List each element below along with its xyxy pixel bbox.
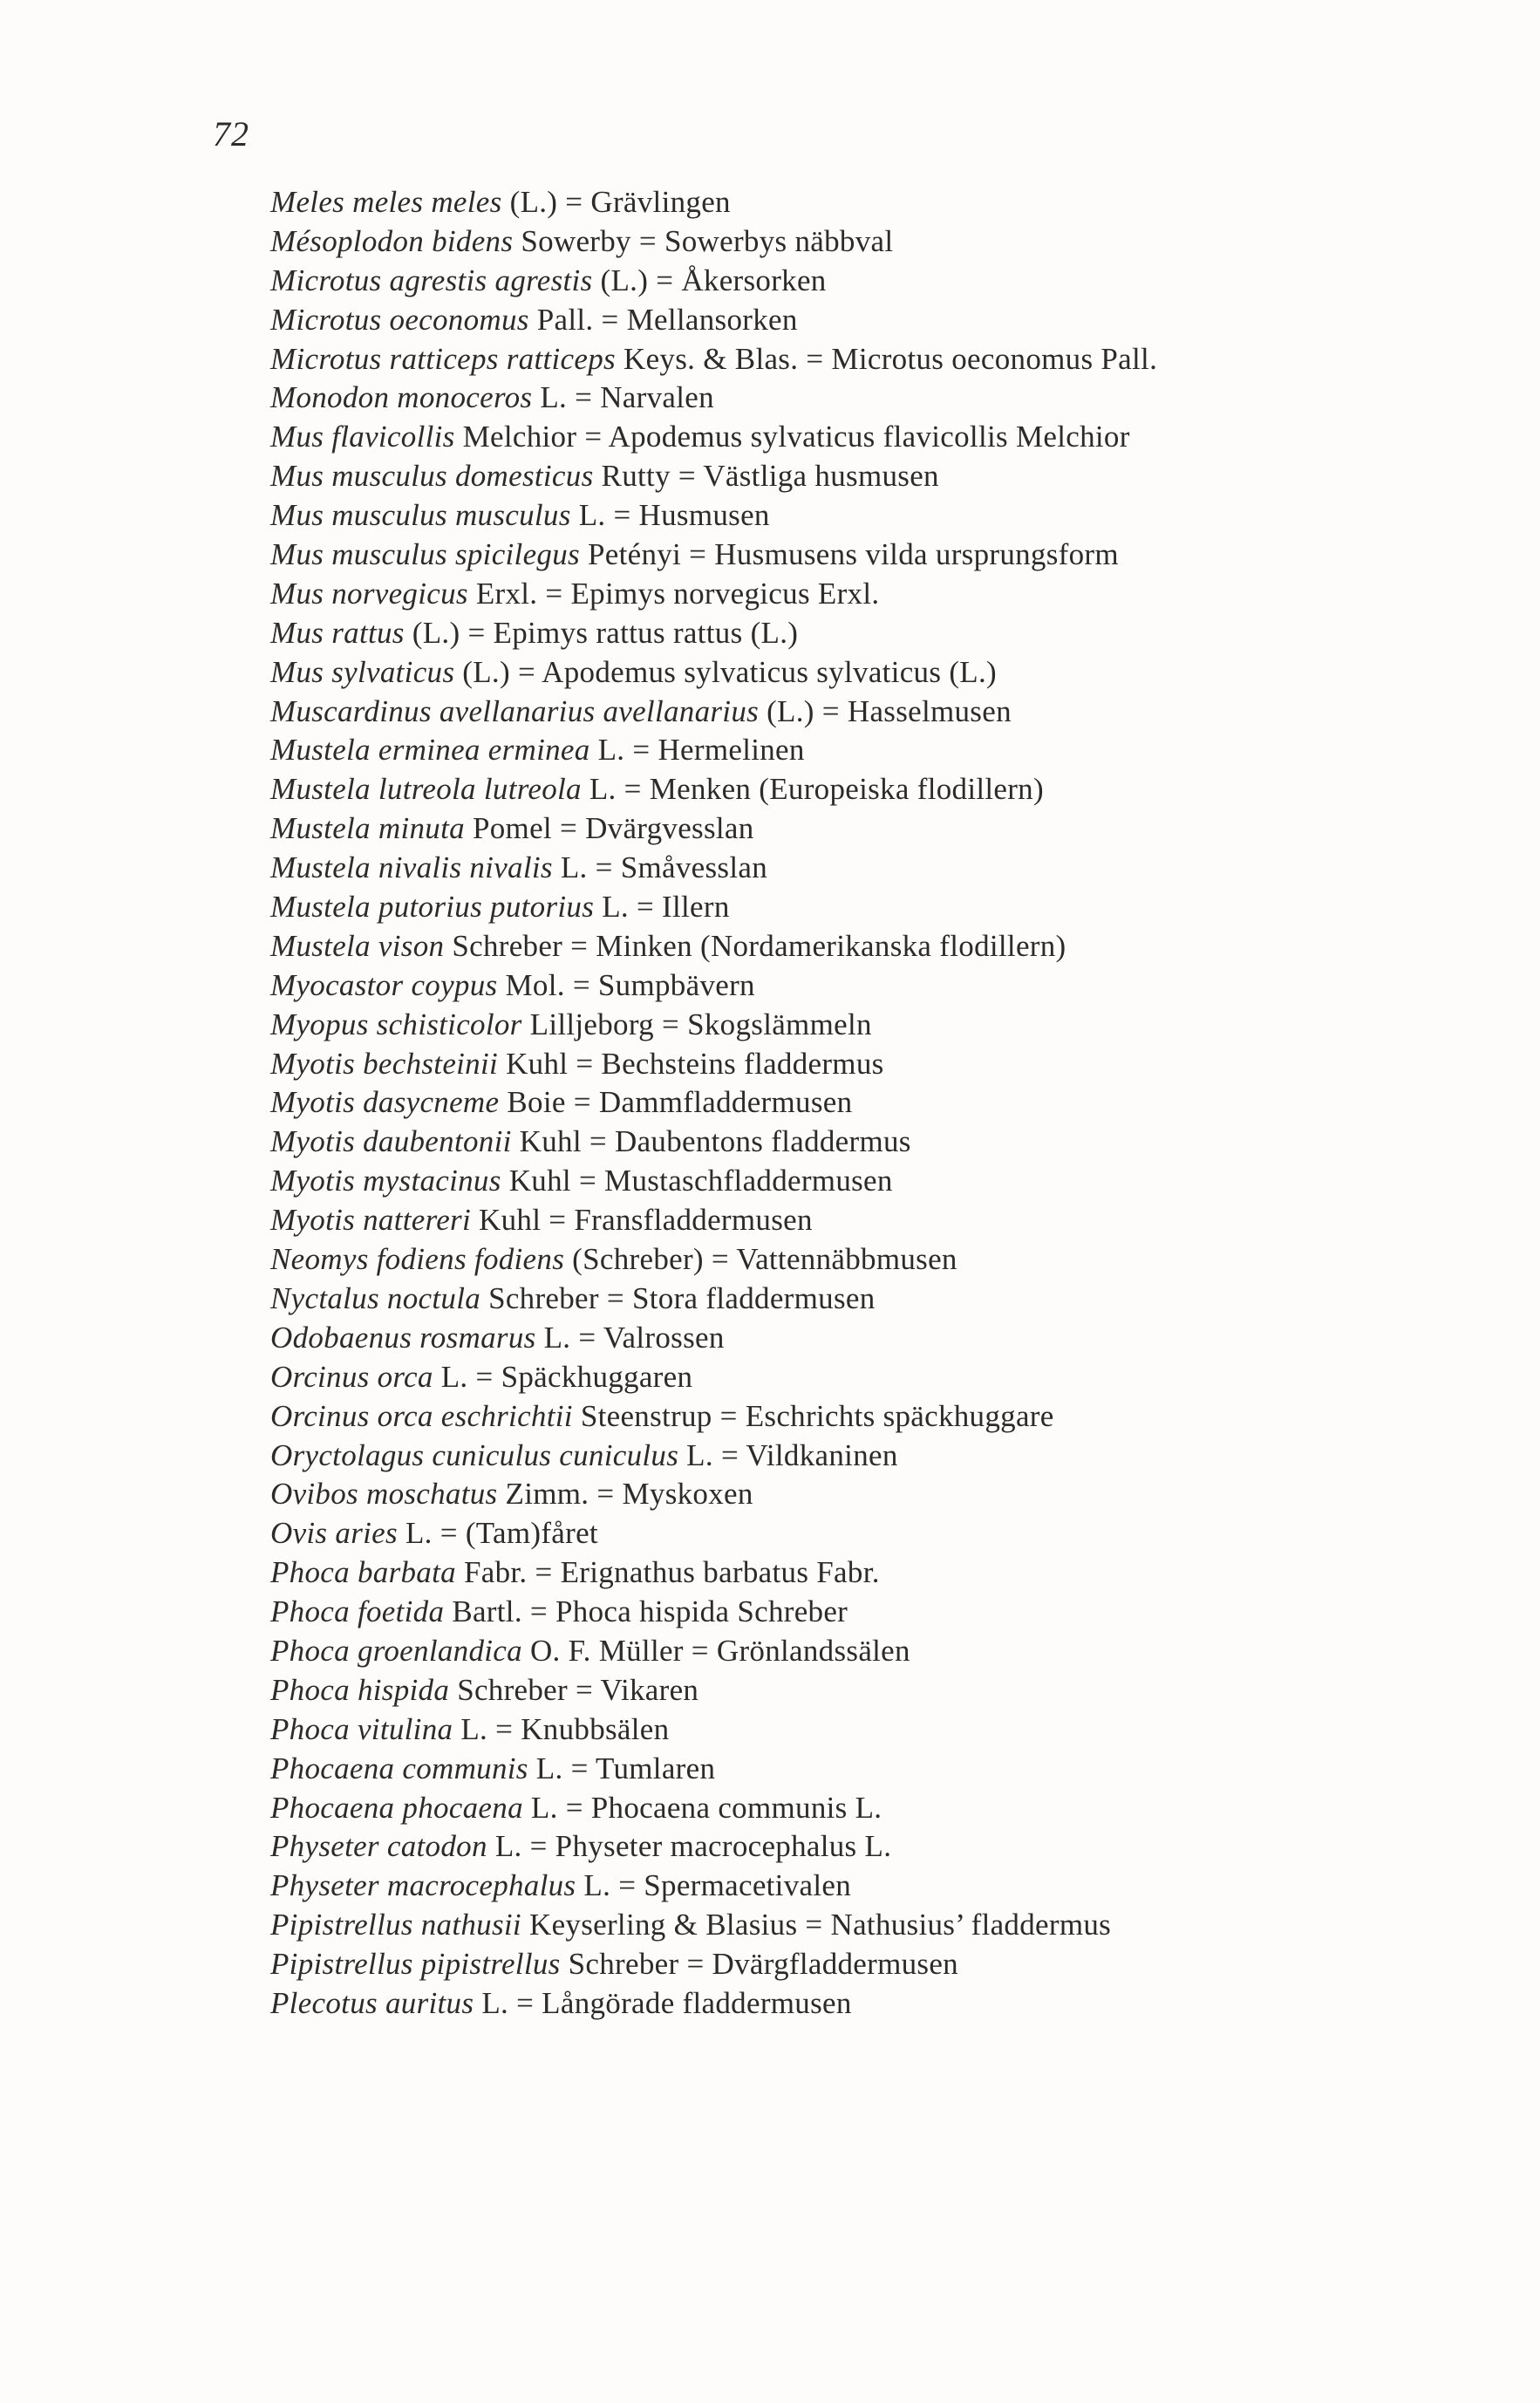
- entry-description: L. = Illern: [594, 890, 730, 925]
- list-item: [270, 1514, 1404, 1553]
- entry-description: Sowerby = Sowerbys näbbval: [513, 223, 894, 258]
- entry-description: L. = Långörade fladdermusen: [474, 1985, 852, 2020]
- list-item: [270, 536, 1404, 575]
- scientific-name: Mus musculus domesticus: [270, 459, 594, 494]
- entry-description: L. = Småvesslan: [552, 850, 768, 885]
- entry-description: L. = Phocaena communis L.: [522, 1790, 882, 1825]
- scientific-name: Microtus agrestis agrestis: [270, 263, 593, 297]
- entry-description: Bartl. = Phoca hispida Schreber: [444, 1594, 848, 1629]
- list-item: [270, 1984, 1404, 2024]
- scientific-name: Nyctalus noctula: [270, 1280, 481, 1315]
- scientific-name: Myopus schisticolor: [270, 1007, 522, 1041]
- scientific-name: Plecotus auritus: [270, 1985, 474, 2020]
- entry-description: Schreber = Stora fladdermusen: [480, 1280, 876, 1315]
- scientific-name: Mustela vison: [270, 928, 445, 963]
- entry-description: Kuhl = Fransfladdermusen: [471, 1203, 813, 1238]
- scientific-name: Phoca barbata: [270, 1555, 456, 1590]
- list-item: [270, 301, 1404, 340]
- entry-description: Kuhl = Bechsteins fladdermus: [498, 1046, 884, 1081]
- scientific-name: Mus musculus musculus: [270, 498, 571, 533]
- list-item: [270, 966, 1404, 1006]
- list-item: [270, 927, 1404, 966]
- entry-description: Mol. = Sumpbävern: [497, 967, 755, 1002]
- scientific-name: Mustela minuta: [270, 811, 465, 846]
- scientific-name: Pipistrellus nathusii: [270, 1908, 521, 1942]
- list-item: [270, 418, 1404, 457]
- list-item: [270, 1553, 1404, 1593]
- scientific-name: Monodon monoceros: [270, 380, 533, 415]
- scientific-name: Myotis bechsteinii: [270, 1046, 499, 1081]
- entry-description: Lilljeborg = Skogslämmeln: [521, 1007, 872, 1041]
- entry-description: Rutty = Västliga husmusen: [593, 459, 939, 494]
- entry-description: L. = Knubbsälen: [453, 1711, 670, 1746]
- list-item: [270, 1319, 1404, 1358]
- list-item: [270, 1827, 1404, 1867]
- scientific-name: Ovis aries: [270, 1516, 398, 1551]
- scientific-name: Microtus ratticeps ratticeps: [270, 341, 616, 376]
- scientific-name: Myotis nattereri: [270, 1203, 471, 1238]
- scientific-name: Mus rattus: [270, 615, 405, 650]
- entry-description: (L.) = Epimys rattus rattus (L.): [404, 615, 799, 650]
- list-item: [270, 693, 1404, 732]
- entry-description: Kuhl = Mustaschfladdermusen: [501, 1164, 893, 1198]
- entry-description: L. = Menken (Europeiska flodillern): [581, 772, 1044, 807]
- species-list: [270, 183, 1404, 2024]
- scientific-name: Phoca groenlandica: [270, 1633, 522, 1668]
- scientific-name: Neomys fodiens fodiens: [270, 1242, 565, 1277]
- scientific-name: Mustela nivalis nivalis: [270, 850, 553, 885]
- list-item: [270, 262, 1404, 301]
- scientific-name: Phoca vitulina: [270, 1711, 453, 1746]
- scientific-name: Mustela erminea erminea: [270, 733, 590, 768]
- entry-description: Steenstrup = Eschrichts späckhuggare: [572, 1398, 1054, 1433]
- list-item: [270, 1671, 1404, 1710]
- entry-description: L. = Husmusen: [570, 498, 770, 533]
- list-item: [270, 1906, 1404, 1945]
- list-item: [270, 183, 1404, 222]
- list-item: [270, 340, 1404, 379]
- scientific-name: Physeter macrocephalus: [270, 1868, 576, 1903]
- list-item: [270, 222, 1404, 262]
- scientific-name: Orcinus orca: [270, 1359, 433, 1394]
- list-item: [270, 770, 1404, 809]
- entry-description: Pomel = Dvärgvesslan: [464, 811, 754, 846]
- scientific-name: Mus musculus spicilegus: [270, 537, 580, 572]
- scientific-name: Oryctolagus cuniculus cuniculus: [270, 1437, 679, 1472]
- scientific-name: Mustela lutreola lutreola: [270, 772, 582, 807]
- entry-description: L. = Vildkaninen: [678, 1437, 898, 1472]
- entry-description: L. = (Tam)fåret: [397, 1516, 598, 1551]
- scientific-name: Myotis dasycneme: [270, 1085, 500, 1120]
- scientific-name: Physeter catodon: [270, 1829, 487, 1864]
- list-item: [270, 1123, 1404, 1162]
- entry-description: Schreber = Minken (Nordamerikanska flodillern): [444, 928, 1066, 963]
- entry-description: (L.) = Hasselmusen: [759, 693, 1012, 728]
- list-item: [270, 1789, 1404, 1828]
- scientific-name: Mustela putorius putorius: [270, 890, 595, 925]
- page-number: 72: [213, 114, 249, 154]
- scientific-name: Mus norvegicus: [270, 576, 468, 611]
- scientific-name: Myocastor coypus: [270, 967, 498, 1002]
- list-item: [270, 809, 1404, 849]
- entry-description: Boie = Dammfladdermusen: [499, 1085, 853, 1120]
- list-item: [270, 849, 1404, 888]
- list-item: [270, 1358, 1404, 1397]
- list-item: [270, 496, 1404, 536]
- scientific-name: Myotis daubentonii: [270, 1124, 512, 1159]
- list-item: [270, 731, 1404, 770]
- list-item: [270, 614, 1404, 653]
- entry-description: Petényi = Husmusens vilda ursprungsform: [579, 537, 1119, 572]
- list-item: [270, 1632, 1404, 1671]
- scientific-name: Muscardinus avellanarius avellanarius: [270, 693, 760, 728]
- entry-description: (Schreber) = Vattennäbbmusen: [564, 1242, 957, 1277]
- entry-description: L. = Tumlaren: [528, 1751, 716, 1785]
- entry-description: Erxl. = Epimys norvegicus Erxl.: [467, 576, 880, 611]
- list-item: [270, 1083, 1404, 1123]
- entry-description: Schreber = Dvärgfladdermusen: [560, 1947, 958, 1982]
- list-item: [270, 1593, 1404, 1632]
- list-item: [270, 1201, 1404, 1240]
- scientific-name: Mésoplodon bidens: [270, 223, 514, 258]
- entry-description: Keyserling & Blasius = Nathusius’ fladdermus: [521, 1908, 1112, 1942]
- list-item: [270, 1475, 1404, 1514]
- list-item: [270, 1710, 1404, 1750]
- list-item: [270, 379, 1404, 418]
- scientific-name: Phocaena phocaena: [270, 1790, 523, 1825]
- list-item: [270, 1045, 1404, 1084]
- scientific-name: Mus flavicollis: [270, 420, 455, 454]
- entry-description: Schreber = Vikaren: [449, 1672, 699, 1707]
- scientific-name: Myotis mystacinus: [270, 1164, 501, 1198]
- scientific-name: Odobaenus rosmarus: [270, 1320, 536, 1355]
- entry-description: L. = Physeter macrocephalus L.: [487, 1829, 892, 1864]
- entry-description: Kuhl = Daubentons fladdermus: [511, 1124, 911, 1159]
- entry-description: L. = Späckhuggaren: [433, 1359, 693, 1394]
- list-item: [270, 1280, 1404, 1319]
- entry-description: (L.) = Åkersorken: [592, 263, 827, 297]
- list-item: [270, 1867, 1404, 1906]
- entry-description: (L.) = Apodemus sylvaticus sylvaticus (L.): [454, 654, 997, 689]
- list-item: [270, 575, 1404, 614]
- entry-description: L. = Hermelinen: [589, 733, 805, 768]
- list-item: [270, 1397, 1404, 1437]
- scientific-name: Microtus oeconomus: [270, 302, 529, 337]
- entry-description: Pall. = Mellansorken: [528, 302, 798, 337]
- list-item: [270, 1945, 1404, 1984]
- scientific-name: Pipistrellus pipistrellus: [270, 1947, 561, 1982]
- scientific-name: Orcinus orca eschrichtii: [270, 1398, 573, 1433]
- entry-description: Keys. & Blas. = Microtus oeconomus Pall.: [615, 341, 1158, 376]
- entry-description: (L.) = Grävlingen: [501, 185, 731, 219]
- list-item: [270, 1162, 1404, 1201]
- entry-description: O. F. Müller = Grönlandssälen: [521, 1633, 910, 1668]
- scientific-name: Ovibos moschatus: [270, 1477, 498, 1512]
- scientific-name: Mus sylvaticus: [270, 654, 455, 689]
- list-item: [270, 1750, 1404, 1789]
- entry-description: L. = Narvalen: [532, 380, 714, 415]
- entry-description: Zimm. = Myskoxen: [497, 1477, 753, 1512]
- scientific-name: Meles meles meles: [270, 185, 502, 219]
- list-item: [270, 1006, 1404, 1045]
- list-item: [270, 1240, 1404, 1280]
- list-item: [270, 653, 1404, 693]
- scientific-name: Phoca foetida: [270, 1594, 445, 1629]
- scientific-name: Phoca hispida: [270, 1672, 450, 1707]
- list-item: [270, 457, 1404, 496]
- list-item: [270, 1437, 1404, 1476]
- list-item: [270, 888, 1404, 927]
- entry-description: L. = Valrossen: [535, 1320, 725, 1355]
- entry-description: Melchior = Apodemus sylvaticus flavicollis Melchior: [454, 420, 1130, 454]
- scientific-name: Phocaena communis: [270, 1751, 528, 1785]
- entry-description: L. = Spermacetivalen: [576, 1868, 852, 1903]
- entry-description: Fabr. = Erignathus barbatus Fabr.: [455, 1555, 880, 1590]
